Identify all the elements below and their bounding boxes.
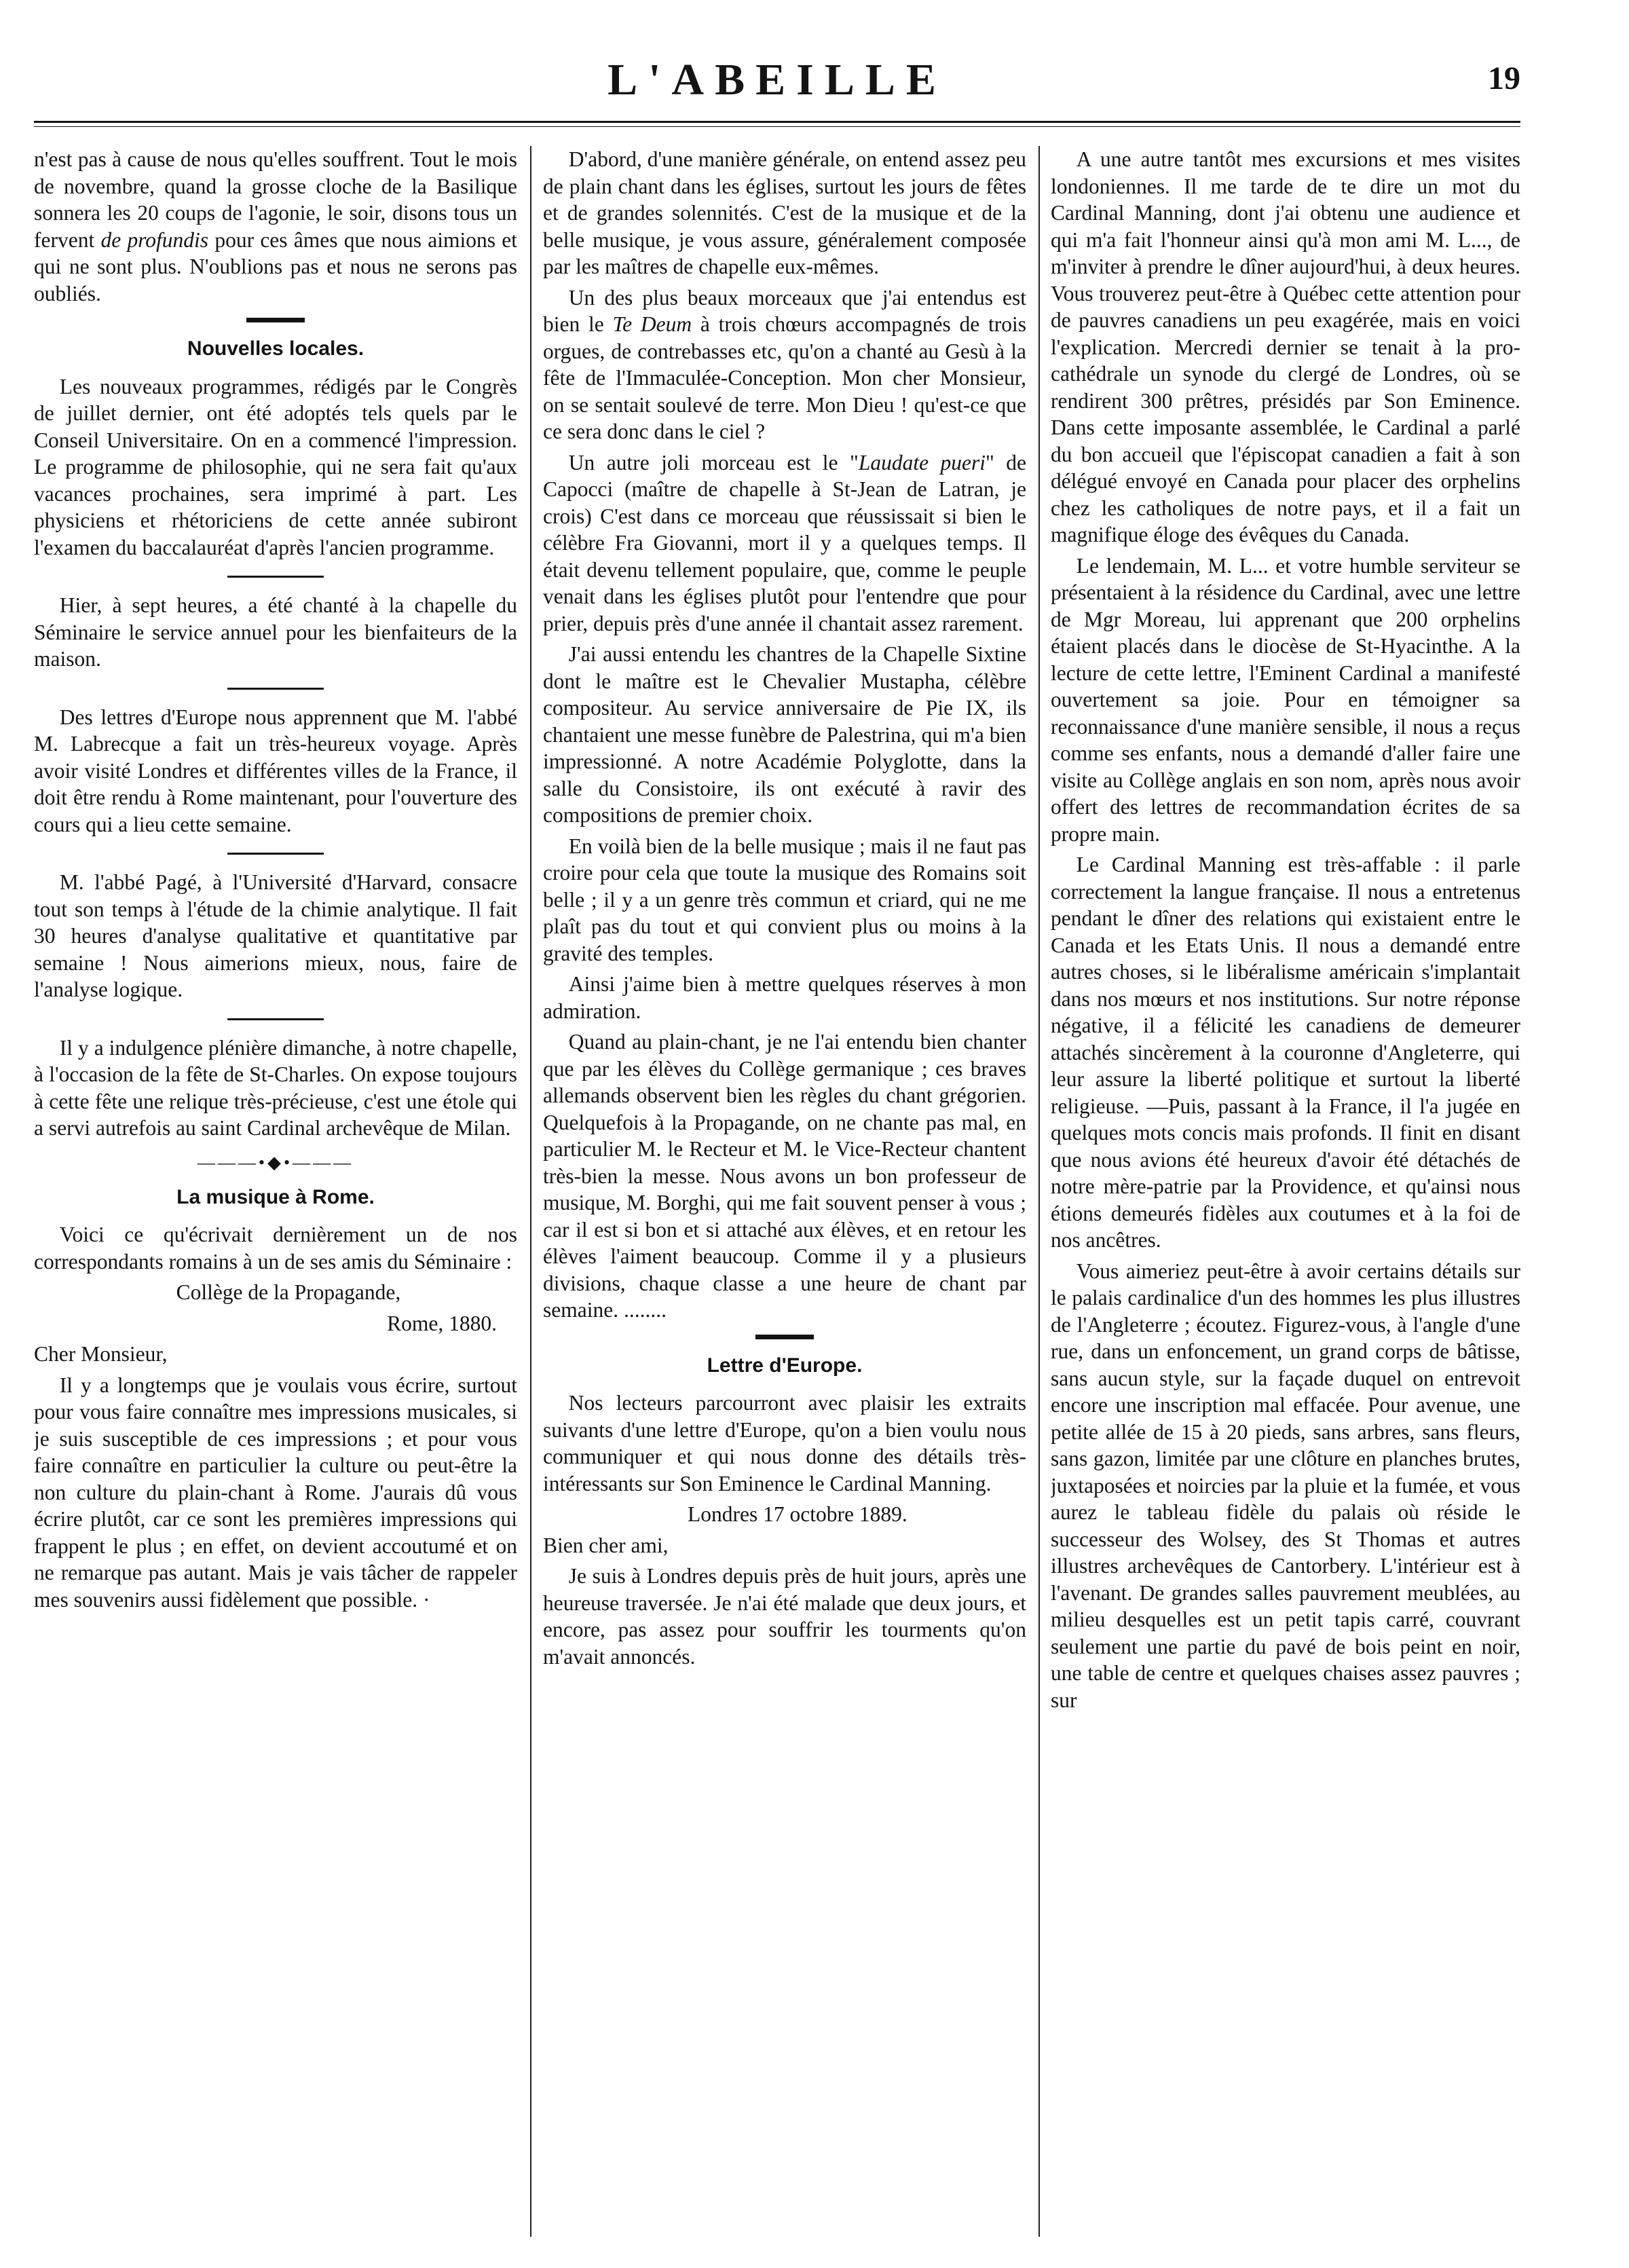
- separator: [34, 685, 517, 692]
- paragraph: Nos lecteurs parcourront avec plaisir les extraits suivants d'une lettre d'Europe, qu'on a bien voulu nous communiquer et qui nous donne des détails très-intéressants sur Son Eminence le Cardinal Manning.: [543, 1391, 1026, 1495]
- column-2: [543, 146, 1026, 2237]
- paragraph-text: " de Capocci (maître de chapelle à St-Jean de Latran, je crois) C'est dans ce morceau que réussissait si bien le célèbre Fra Giovanni, mort il y a quelques temps. Il était devenu tellement populaire, que, comme le peuple venait dans les églises plutôt pour l'entendre que pour prier, depuis près d'une année il chantait assez rarement.: [543, 450, 1026, 635]
- paragraph: [543, 284, 1026, 445]
- section-heading: La musique à Rome.: [176, 1185, 375, 1208]
- paragraph: Il y a longtemps que je voulais vous écrire, surtout pour vous faire connaître mes impressions musicales, si je suis susceptible de ces impressions ; et pour vous faire connaître en particulier la culture ou peut-être la non culture du plain-chant à Rome. J'aurais dû vous écrire plutôt, car ce sont les premières impressions qui frappent le plus ; en effet, on devient accoutumé et on ne remarque pas autant. Mais je vais tâcher de rappeler mes souvenirs aussi fidèlement que possible. ·: [34, 1373, 517, 1612]
- column-divider: [1038, 146, 1040, 2237]
- paragraph: Le lendemain, M. L... et votre humble serviteur se présentaient à la résidence du Cardinal, avec une lettre de Mgr Moreau, lui apprenant que 200 orphelins étaient placés dans le diocèse de St-Hyacinthe. A la lecture de cette lettre, l'Eminent Cardinal a manifesté ouvertement sa joie. Pour en témoigner sa reconnaissance d'une manière sensible, il nous a reçus comme ses enfants, nous a demandé d'aller faire une visite au Collège anglais en son nom, après nous avoir offert des lettres de recommandation écrites de sa propre main.: [1051, 553, 1520, 846]
- paragraph: Hier, à sept heures, a été chanté à la chapelle du Séminaire le service annuel pour les bienfaiteurs de la maison.: [34, 593, 517, 671]
- paragraph: Ainsi j'aime bien à mettre quelques réserves à mon admiration.: [543, 972, 1026, 1023]
- paragraph-text: Un des plus beaux morceaux que j'ai entendus est bien le: [543, 285, 1026, 336]
- paragraph: Voici ce qu'écrivait dernièrement un de nos correspondants romains à un de ses amis du Séminaire :: [34, 1223, 517, 1274]
- section-heading: Lettre d'Europe.: [707, 1354, 863, 1377]
- newspaper-title: L'ABEILLE: [607, 55, 947, 105]
- italic-text: de profundis: [100, 227, 209, 252]
- column-1: [34, 146, 517, 2237]
- paragraph: Quand au plain-chant, je ne l'ai entendu bien chanter que par les élèves du Collège germanique ; ces braves allemands observent bien les règles du chant grégorien. Quelquefois à la Propagande, on ne chante pas mal, en particulier M. le Recteur et M. le Vice-Recteur chantent très-bien la messe. Nous avons un bon professeur de musique, M. Borghi, qui me fait souvent penser à vous ; car il est si bon et si attaché aux élèves, et en retour les élèves l'aiment beaucoup. Comme il y a plusieurs divisions, chaque classe a une heure de chant par semaine. ........: [543, 1030, 1026, 1322]
- separator: [543, 1333, 1026, 1340]
- letter-salutation: Cher Monsieur,: [34, 1342, 168, 1366]
- paragraph: Les nouveaux programmes, rédigés par le Congrès de juillet dernier, ont été adoptés tels quels par le Conseil Universitaire. On en a commencé l'impression. Le programme de philosophie, qui ne sera fait qu'aux vacances prochaines, sera imprimé à part. Les physiciens et rhétoriciens de cette année subiront l'examen du baccalauréat d'après l'ancien programme.: [34, 374, 517, 559]
- paragraph: En voilà bien de la belle musique ; mais il ne faut pas croire pour cela que toute la musique des Romains soit belle ; il y a un genre très commun et criard, qui ne me plaît pas du tout et qui convient plus ou moins à la gravité des temples.: [543, 834, 1026, 965]
- paragraph: D'abord, d'une manière générale, on entend assez peu de plain chant dans les églises, surtout les jours de fêtes et de grandes solennités. C'est de la musique et de la belle musique, je vous assure, généralement composée par les maîtres de chapelle eux-mêmes.: [543, 147, 1026, 278]
- paragraph: A une autre tantôt mes excursions et mes visites londoniennes. Il me tarde de te dire un mot du Cardinal Manning, dont j'ai obtenu une audience et qui m'a fait l'honneur ainsi qu'à mon ami M. L..., de m'inviter à prendre le dîner aujourd'hui, à deux heures. Vous trouverez peut-être à Québec cette attention pour de pauvres canadiens un peu exagérée, mais en voici l'explication. Mercredi dernier se tenait à la pro-cathédrale un synode du clergé de Londres, où se rendirent 300 prêtres, présidés par Son Eminence. Dans cette imposante assemblée, le Cardinal a parlé du bon accueil que l'épiscopat canadien a fait à son délégué envoyé en Canada pour placer des orphelins chez les catholiques de notre pays, et il a fait un magnifique éloge des évêques du Canada.: [1051, 147, 1520, 546]
- paragraph: J'ai aussi entendu les chantres de la Chapelle Sixtine dont le maître est le Chevalier Mustapha, célèbre compositeur. Au service anniversaire de Pie IX, ils chantaient une messe funèbre de Palestrina, qui m'a bien impressionné. A notre Académie Polyglotte, dans la salle du Consistoire, ils ont exécuté à ravir des compositions de premier choix.: [543, 642, 1026, 827]
- column-divider: [530, 146, 531, 2237]
- letter-origin: Collège de la Propagande,: [176, 1280, 401, 1304]
- paragraph-text: à trois chœurs accompagnés de trois orgues, de contrebasses etc, qu'on a chanté au Gesù à la fête de l'Immaculée-Conception. Mon cher Monsieur, on se sentait soulevé de terre. Mon Dieu ! qu'est-ce que ce sera donc dans le ciel ?: [543, 312, 1026, 443]
- paragraph: Je suis à Londres depuis près de huit jours, après une heureuse traversée. Je n'ai été malade que deux jours, et encore, pas assez pour souffrir les tourments qu'on m'avait annoncés.: [543, 1564, 1026, 1669]
- paragraph: [34, 146, 517, 307]
- italic-text: Laudate pueri: [858, 450, 986, 475]
- ornament-separator: ———•◆•———: [197, 1152, 354, 1172]
- letter-dateline: Londres 17 octobre 1889.: [688, 1502, 907, 1526]
- separator: [34, 850, 517, 857]
- letter-dateline: Rome, 1880.: [387, 1311, 497, 1335]
- paragraph: Vous aimeriez peut-être à avoir certains détails sur le palais cardinalice d'un des hommes les plus illustres de l'Angleterre ; écoutez. Figurez-vous, à l'angle d'une rue, dans un enfoncement, un grand corps de bâtisse, sans aucun style, sur la façade duquel on entrevoit encore une inscription mal effacée. Pour avenue, une petite allée de 15 à 20 pieds, sans arbres, sans fleurs, sans gazon, limitée par une clôture en planches brutes, juxtaposées et noircies par la pluie et la fumée, et vous aurez le tableau fidèle du palais où réside le successeur des Wolsey, des St Thomas et autres illustres archevêques de Cantorbery. L'intérieur est à l'avenant. De grandes salles pauvrement meublées, au milieu desquelles est un petit tapis carré, couvrant seulement une partie du pavé de bois peint en noir, une table de centre et quelques chaises assez pauvres ; sur: [1051, 1259, 1520, 1712]
- paragraph-text: n'est pas à cause de nous qu'elles souffrent. Tout le mois de novembre, quand la grosse cloche de la Basilique sonnera les 20 coups de l'agonie, le soir, disons tous un fervent: [34, 147, 517, 252]
- masthead: [34, 54, 1520, 129]
- separator: [34, 316, 517, 323]
- paragraph: M. l'abbé Pagé, à l'Université d'Harvard, consacre tout son temps à l'étude de la chimie analytique. Il fait 30 heures d'analyse qualitative et quantitative par semaine ! Nous aimerions mieux, nous, faire de l'analyse logique.: [34, 870, 517, 1001]
- column-3: [1051, 146, 1520, 2237]
- separator: [34, 1016, 517, 1022]
- paragraph: Le Cardinal Manning est très-affable : il parle correctement la langue française. Il nous a entretenus pendant le dîner des relations qui existaient entre le Canada et les Etats Unis. Il nous a demandé entre autres choses, si le libéralisme américain s'implantait dans nos mœurs et nos institutions. Sur notre réponse négative, il a félicité les canadiens de demeurer attachés sincèrement à la couronne d'Angleterre, qui leur assure la liberté politique et surtout la liberté religieuse. —Puis, passant à la France, il l'a jugée en quelques mots concis mais profonds. Il finit en disant que nous avions été heureux d'avoir été détachés de notre mère-patrie par la Providence, et qu'ainsi nous étions demeurés fidèles aux coutumes et à la foi de nos ancêtres.: [1051, 853, 1520, 1252]
- letter-salutation: Bien cher ami,: [543, 1533, 669, 1557]
- paragraph: Des lettres d'Europe nous apprennent que M. l'abbé M. Labrecque a fait un très-heureux voyage. Après avoir visité Londres et différentes villes de la France, il doit être rendu à Rome maintenant, pour l'ouverture des cours qui a lieu cette semaine.: [34, 705, 517, 836]
- paragraph-text: pour ces âmes que nous aimions et qui ne sont plus. N'oublions pas et nous ne serons pas oubliés.: [34, 227, 517, 305]
- separator: [34, 573, 517, 580]
- paragraph-text: Un autre joli morceau est le ": [568, 450, 859, 475]
- page-number: 19: [1488, 60, 1520, 96]
- masthead-rule-thin: [34, 126, 1520, 127]
- italic-text: Te Deum: [612, 312, 692, 336]
- paragraph: [543, 449, 1026, 637]
- masthead-rule: [34, 121, 1520, 123]
- paragraph: Il y a indulgence plénière dimanche, à notre chapelle, à l'occasion de la fête de St-Charles. On expose toujours à cette fête une relique très-précieuse, c'est une étole qui a servi autrefois au saint Cardinal archevêque de Milan.: [34, 1035, 517, 1140]
- section-heading: Nouvelles locales.: [187, 337, 364, 360]
